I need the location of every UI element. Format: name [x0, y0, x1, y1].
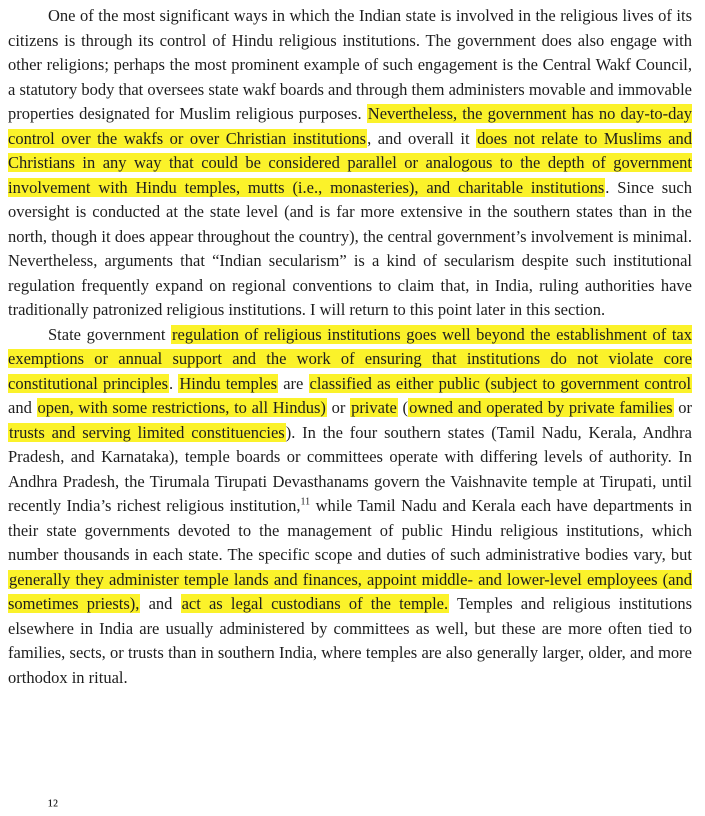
text-segment: are [278, 373, 309, 393]
highlighted-text: Hindu temples [179, 373, 278, 393]
text-segment: State government [48, 324, 172, 344]
highlighted-text: open, with some restrictions, to all Hindus) [37, 398, 326, 417]
text-segment: and [8, 398, 37, 417]
highlighted-text: act as legal custodians of the temple. [181, 594, 449, 613]
highlighted-text: private [351, 398, 397, 417]
footnote-marker: 11 [300, 496, 311, 508]
body-text [8, 4, 692, 690]
highlighted-text: trusts and serving limited constituencies [9, 422, 285, 442]
highlighted-text: Nevertheless, the government has no day-to-day control over the wakfs or over Christian institutions [8, 104, 692, 148]
text-segment: or [326, 398, 351, 417]
text-segment: . Since such oversight is conducted at the state level (and is far more extensive in the southern states than in the north, though it does appear throughout the country), the central government’s involvement is minimal. Nevertheless, arguments that “Indian secularism” is a kind of secularism despite such institutional regulation frequently expand on regional conventions to claim that, in India, ruling authorities have traditionally patronized religious institutions. I will return to this point later in this section. [8, 177, 692, 319]
text-segment: ). In the four southern states (Tamil Nadu, Kerala, Andhra Pradesh, and Karnataka), temple boards or committees operate with differing levels of authority. In Andhra Pradesh, the Tirumala Tirupati Devasthanams govern the Vaishnavite temple at Tirupati, until recently India’s richest religious institution, [8, 422, 692, 515]
text-segment: , and overall it [367, 128, 477, 148]
highlighted-text: generally they administer temple lands and finances, appoint middle- and lower-level employees (and sometimes priests), [8, 569, 692, 613]
highlighted-text: regulation of religious institutions goes well beyond the establishment of tax exemptions or annual support and the work of ensuring that institutions do not violate core constitutional principles [8, 324, 692, 393]
text-segment: ( [397, 398, 409, 417]
text-segment: while Tamil Nadu and Kerala each have departments in their state governments devoted to the management of public Hindu religious institutions, which number thousands in each state. The specific scope and duties of such administrative bodies vary, but [8, 496, 692, 564]
paragraph-1 [8, 4, 692, 323]
highlighted-text: owned and operated by private families [409, 398, 673, 417]
highlighted-text: does not relate to Muslims and Christians in any way that could be considered parallel or analogous to the depth of government involvement with Hindu temples, mutts (i.e., monasteries), and charitable institutions [8, 128, 692, 197]
text-segment: or [673, 398, 693, 417]
cut-off-footnote-line: ¹² [48, 796, 58, 815]
text-segment: One of the most significant ways in which the Indian state is involved in the religious lives of its citizens is through its control of Hindu religious institutions. The government does also engage with other religions; perhaps the most prominent example of such engagement is the Central Wakf Council, a statutory body that oversees state wakf boards and through them administers movable and immovable properties designated for Muslim religious purposes. [8, 6, 692, 123]
text-segment: . [169, 373, 179, 393]
paragraph-2 [8, 323, 692, 691]
text-segment: and [140, 594, 181, 613]
text-segment: Temples and religious institutions elsewhere in India are usually administered by committees as well, but these are more often tied to families, sects, or trusts than in southern India, where temples are also generally larger, older, and more orthodox in ritual. [8, 594, 693, 687]
highlighted-text: classified as either public (subject to government control [309, 373, 692, 393]
